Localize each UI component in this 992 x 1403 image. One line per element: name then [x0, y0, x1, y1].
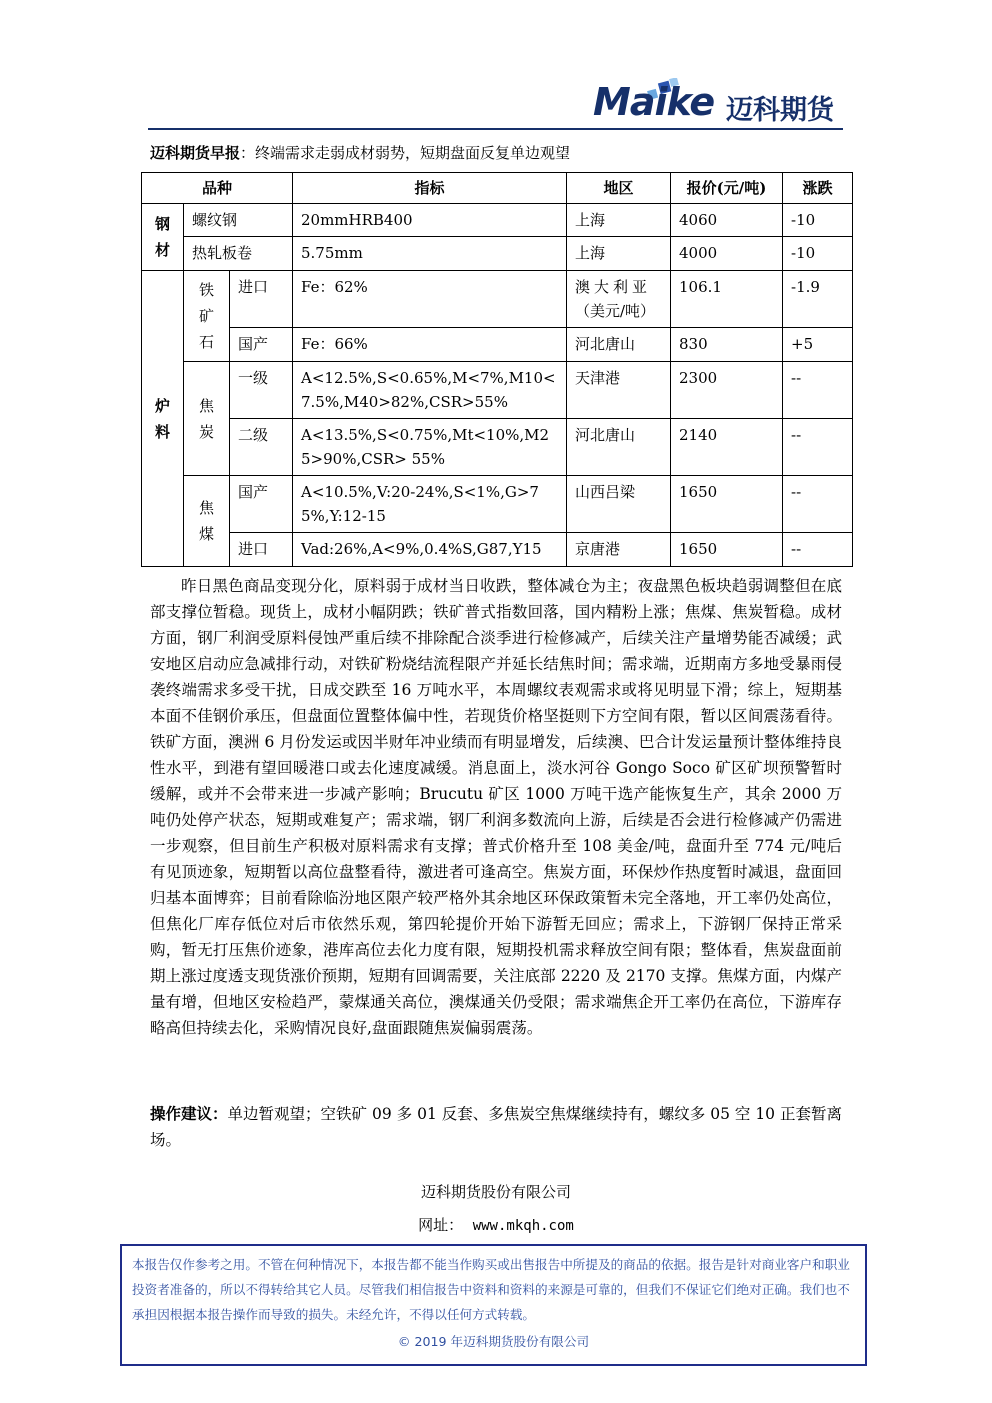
row-spec: Vad:26%,A<9%,0.4%S,G87,Y15 — [293, 533, 567, 567]
table-header-row — [142, 173, 853, 204]
report-title-separator: ： — [240, 144, 256, 162]
header-variety: 品种 — [142, 173, 293, 204]
row-spec: 20mmHRB400 — [293, 204, 567, 237]
table-row — [142, 237, 853, 271]
row-region: 京唐港 — [567, 533, 671, 567]
row-change: -10 — [783, 204, 853, 237]
disclaimer-text: 本报告仅作参考之用。不管在何种情况下，本报告都不能当作购买或出售报告中所提及的商品的依据。报告是针对商业客户和职业投资者准备的，所以不得转给其它人员。尽管我们相信报告中资料和资料的来源是可靠的，但我们不保证它们绝对正确。我们也不承担因根据本报告操作而导致的损失。未经允许，不得以任何方式转载。 — [132, 1257, 850, 1322]
row-name: 螺纹钢 — [184, 204, 293, 237]
price-table — [141, 172, 853, 567]
row-change: -- — [783, 362, 853, 419]
row-spec: 5.75mm — [293, 237, 567, 271]
group-furnace — [142, 271, 184, 567]
row-change: +5 — [783, 328, 853, 362]
sub-iron-ore-label: 铁矿石 — [199, 281, 215, 351]
advice-separator: ： — [212, 1104, 228, 1123]
company-name: 迈科期货股份有限公司 — [420, 1183, 571, 1201]
operation-advice — [150, 1101, 842, 1153]
row-name: 国产 — [230, 328, 293, 362]
advice-text: 单边暂观望；空铁矿 09 多 01 反套、多焦炭空焦煤继续持有，螺纹多 05 空 10 正套暂离场。 — [150, 1105, 842, 1149]
row-region: 天津港 — [567, 362, 671, 419]
row-region: 河北唐山 — [567, 419, 671, 476]
row-name: 热轧板卷 — [184, 237, 293, 271]
row-price: 1650 — [671, 533, 783, 567]
row-price: 4000 — [671, 237, 783, 271]
row-region: 河北唐山 — [567, 328, 671, 362]
row-name: 二级 — [230, 419, 293, 476]
header-divider — [148, 128, 843, 130]
row-price: 1650 — [671, 476, 783, 533]
row-spec: A<10.5%,V:20-24%,S<1%,G>75%,Y:12-15 — [293, 476, 567, 533]
sub-coal-label: 焦煤 — [199, 499, 215, 543]
row-spec: Fe：66% — [293, 328, 567, 362]
header-change: 涨跌 — [783, 173, 853, 204]
row-spec: Fe：62% — [293, 271, 567, 328]
sub-coal — [184, 476, 230, 567]
group-steel — [142, 204, 184, 271]
header-spec: 指标 — [293, 173, 567, 204]
row-name: 一级 — [230, 362, 293, 419]
advice-label: 操作建议 — [150, 1104, 213, 1123]
row-price: 4060 — [671, 204, 783, 237]
logo-chinese-text: 迈科期货 — [726, 95, 834, 126]
row-price: 2300 — [671, 362, 783, 419]
report-title-text: 终端需求走弱成材弱势，短期盘面反复单边观望 — [255, 144, 571, 162]
row-price: 830 — [671, 328, 783, 362]
company-website — [0, 1214, 992, 1235]
row-name: 进口 — [230, 271, 293, 328]
copyright-text: © 2019 年迈科期货股份有限公司 — [397, 1334, 590, 1349]
row-region: 上海 — [567, 204, 671, 237]
row-region — [567, 271, 671, 328]
group-steel-label: 钢材 — [155, 215, 171, 259]
row-change: -10 — [783, 237, 853, 271]
row-region-unit: （美元/吨） — [575, 302, 656, 320]
report-title — [150, 142, 570, 163]
row-price: 106.1 — [671, 271, 783, 328]
website-label: 网址： — [418, 1216, 464, 1234]
table-row — [142, 204, 853, 237]
row-region: 上海 — [567, 237, 671, 271]
sub-iron-ore — [184, 271, 230, 362]
table-row — [142, 419, 853, 476]
row-change: -1.9 — [783, 271, 853, 328]
table-row — [142, 362, 853, 419]
sub-coke-label: 焦炭 — [199, 396, 215, 441]
disclaimer-box — [120, 1244, 867, 1366]
header-price: 报价(元/吨) — [671, 173, 783, 204]
row-name: 国产 — [230, 476, 293, 533]
row-change: -- — [783, 476, 853, 533]
table-row — [142, 328, 853, 362]
row-change: -- — [783, 533, 853, 567]
logo-latin-text: Maike — [593, 80, 715, 124]
row-region: 山西吕梁 — [567, 476, 671, 533]
row-spec: A<13.5%,S<0.75%,Mt<10%,M25>90%,CSR> 55% — [293, 419, 567, 476]
row-price: 2140 — [671, 419, 783, 476]
row-spec: A<12.5%,S<0.65%,M<7%,M10<7.5%,M40>82%,CSR>55% — [293, 362, 567, 419]
company-logo — [593, 80, 841, 130]
group-furnace-label: 炉料 — [155, 396, 171, 441]
header-region: 地区 — [567, 173, 671, 204]
analysis-paragraph: 昨日黑色商品变现分化，原料弱于成材当日收跌，整体减仓为主；夜盘黑色板块趋弱调整但在底部支撑位暂稳。现货上，成材小幅阴跌；铁矿普式指数回落，国内精粉上涨；焦煤、焦炭暂稳。成材方面，钢厂利润受原料侵蚀严重后续不排除配合淡季进行检修减产，后续关注产量增势能否减缓；武安地区启动应急减排行动，对铁矿粉烧结流程限产并延长结焦时间；需求端，近期南方多地受暴雨侵袭终端需求多受干扰，日成交跌至 16 万吨水平，本周螺纹表观需求或将见明显下滑；综上，短期基本面不佳钢价承压，但盘面位置整体偏中性，若现货价格坚挺则下方空间有限，暂以区间震荡看待。铁矿方面，澳洲 6 月份发运或因半财年冲业绩而有明显增发，后续澳、巴合计发运量预计整体维持良性水平，到港有望回暖港口或去化速度减缓。消息面上，淡水河谷 Gongo Soco 矿区矿坝预警暂时缓解，或并不会带来进一步减产影响；Brucutu 矿区 1000 万吨干选产能恢复生产，其余 2000 万吨仍处停产状态，短期或难复产；需求端，钢厂利润多数流向上游，后续是否会进行检修减产仍需进一步观察，但目前生产积极对原料需求有支撑；普式价格升至 108 美金/吨，盘面升至 774 元/吨后有见顶迹象，短期暂以高位盘整看待，激进者可逢高空。焦炭方面，环保炒作热度暂时减退，盘面回归基本面博弈；目前看除临汾地区限产较严格外其余地区环保政策暂未完全落地，开工率仍处高位，但焦化厂库存低位对后市依然乐观，第四轮提价开始下游暂无回应；需求上，下游钢厂保持正常采购，暂无打压焦价迹象，港库高位去化力度有限，短期投机需求释放空间有限；整体看，焦炭盘面前期上涨过度透支现货涨价预期，短期有回调需要，关注底部 2220 及 2170 支撑。焦煤方面，内煤产量有增，但地区安检趋严，蒙煤通关高位，澳煤通关仍受限；需求端焦企开工率仍在高位，下游库存略高但持续去化，采购情况良好,盘面跟随焦炭偏弱震荡。 — [150, 577, 842, 1037]
website-link[interactable]: www.mkqh.com — [472, 1218, 574, 1234]
report-title-label: 迈科期货早报 — [150, 144, 241, 162]
table-row — [142, 533, 853, 567]
table-row — [142, 476, 853, 533]
row-region-main: 澳大利亚 — [575, 278, 652, 296]
sub-coke — [184, 362, 230, 476]
row-change: -- — [783, 419, 853, 476]
row-name: 进口 — [230, 533, 293, 567]
table-row — [142, 271, 853, 328]
